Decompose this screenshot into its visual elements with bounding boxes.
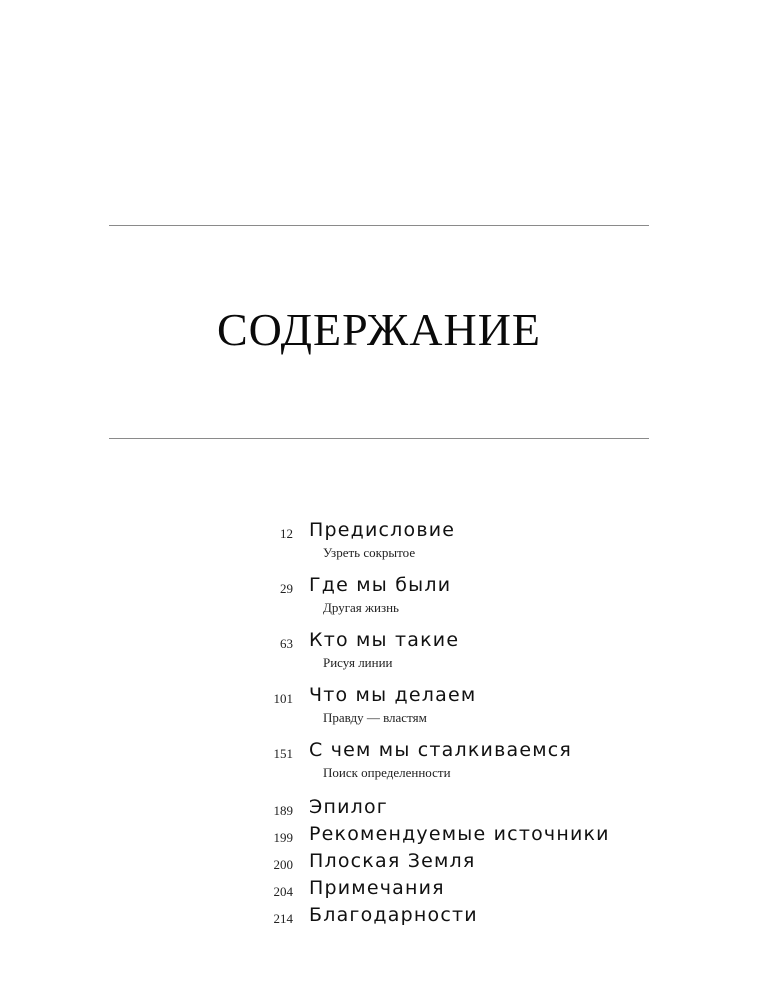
toc-page-number: 199 bbox=[273, 830, 293, 845]
toc-page-number: 214 bbox=[273, 911, 293, 926]
toc-page-number: 63 bbox=[280, 636, 293, 651]
page-title: СОДЕРЖАНИЕ bbox=[216, 304, 542, 355]
toc-chapter-title: Благодарности bbox=[309, 904, 478, 926]
toc-page-number: 204 bbox=[273, 884, 293, 899]
toc-chapter-title: Эпилог bbox=[309, 796, 388, 818]
toc-chapter-title: Что мы делаем bbox=[309, 684, 477, 706]
toc-chapter-title: Предисловие bbox=[309, 519, 456, 541]
toc-page-number: 189 bbox=[273, 803, 293, 818]
toc-chapter-title: Рекомендуемые источники bbox=[309, 823, 610, 845]
toc-page-number: 12 bbox=[280, 526, 293, 541]
toc-chapter-subtitle: Поиск определенности bbox=[323, 765, 451, 780]
toc-page-number: 101 bbox=[273, 691, 293, 706]
toc-chapter-title: Плоская Земля bbox=[309, 850, 476, 872]
toc-chapter-subtitle: Рисуя линии bbox=[323, 655, 393, 670]
toc-chapter-title: Примечания bbox=[309, 877, 445, 899]
toc-page-number: 200 bbox=[273, 857, 293, 872]
toc-chapter-title: Кто мы такие bbox=[309, 629, 460, 651]
toc-chapter-subtitle: Другая жизнь bbox=[323, 600, 399, 615]
toc-chapter-title: С чем мы сталкиваемся bbox=[309, 739, 573, 761]
toc-page-number: 151 bbox=[273, 746, 293, 761]
toc-chapter-title: Где мы были bbox=[309, 574, 452, 596]
toc-chapter-subtitle: Узреть сокрытое bbox=[323, 545, 416, 560]
toc-chapter-subtitle: Правду — властям bbox=[323, 710, 427, 725]
bottom-divider bbox=[109, 438, 649, 439]
top-divider bbox=[109, 225, 649, 226]
toc-page-number: 29 bbox=[280, 581, 293, 596]
